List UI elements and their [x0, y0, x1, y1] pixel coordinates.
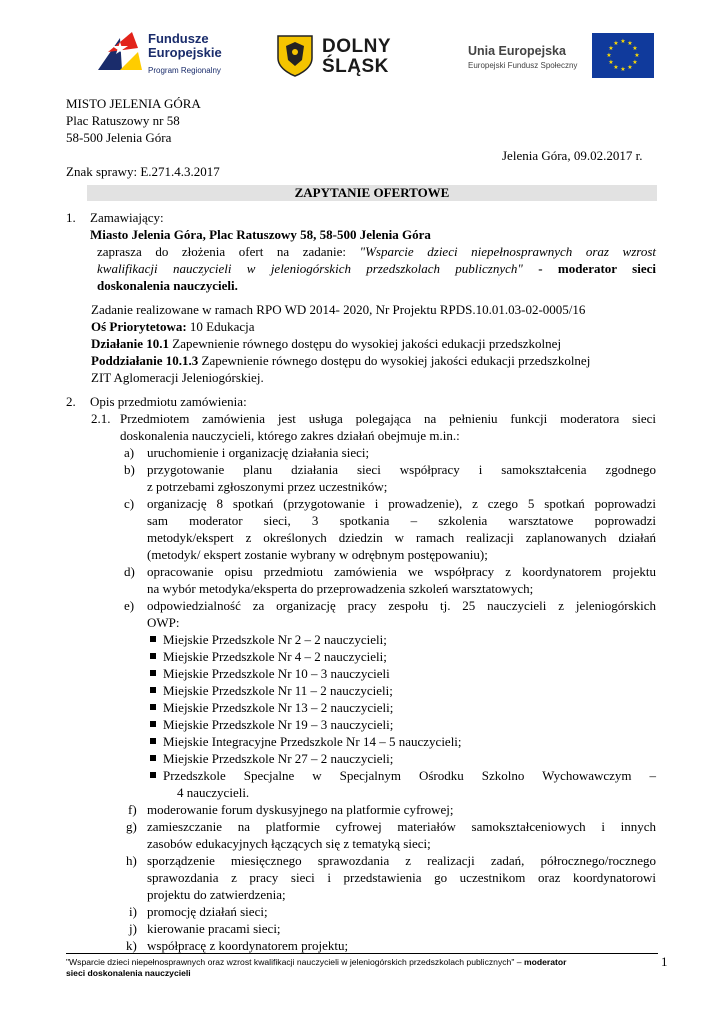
project-number: Zadanie realizowane w ramach RPO WD 2014- 2020, Nr Projektu RPDS.10.01.03-02-0005/16: [91, 302, 586, 317]
list-item-line: opracowanie opisu przedmiotu zamówienia we współpracy z koordynatorem projektu: [147, 564, 656, 579]
list-item: Miejskie Przedszkole Nr 27 – 2 nauczycieli;: [163, 751, 394, 766]
eu-stars-icon: [592, 33, 654, 78]
submeasure-value: Zapewnienie równego dostępu do wysokiej jakości edukacji przedszkolnej: [198, 353, 591, 368]
document-date: Jelenia Góra, 09.02.2017 r.: [502, 148, 643, 163]
list-item-line: zamieszczanie na platformie cyfrowej materiałów samokształceniowych i innych: [147, 819, 656, 834]
list-item-line: przygotowanie planu działania sieci współpracy i samokształcenia zgodnego: [147, 462, 656, 477]
fe-logo-line1: Fundusze: [148, 31, 209, 46]
measure-value: Zapewnienie równego dostępu do wysokiej jakości edukacji przedszkolnej: [169, 336, 562, 351]
list-item-line: z potrzebami zgłoszonymi przez uczestników;: [147, 479, 388, 494]
submeasure-continuation: ZIT Aglomeracji Jeleniogórskiej.: [91, 370, 264, 385]
list-item: Miejskie Przedszkole Nr 2 – 2 nauczycieli;: [163, 632, 387, 647]
item-marker: a): [124, 445, 135, 460]
square-bullet-icon: [150, 721, 156, 727]
submeasure-label: Poddziałanie 10.1.3: [91, 353, 199, 368]
list-item-line: sam moderator sieci, 3 spotkania – szkolenia warsztatowe poprowadzi: [147, 513, 656, 528]
list-item-line: współpracę z koordynatorem projektu;: [147, 938, 349, 953]
item-marker: d): [124, 564, 135, 579]
svg-text:★: ★: [606, 52, 612, 59]
task-name-part1: "Wsparcie dzieci niepełnosprawnych oraz wzrost: [359, 244, 656, 259]
item-marker: e): [124, 598, 135, 613]
section1-heading: Zamawiający:: [90, 210, 164, 225]
priority-axis-value: 10 Edukacja: [186, 319, 255, 334]
invite-line2: [97, 261, 656, 278]
item-marker: f): [128, 802, 137, 817]
subsection-number: 2.1.: [91, 411, 111, 426]
square-bullet-icon: [150, 687, 156, 693]
svg-text:★: ★: [613, 40, 619, 47]
list-item: Miejskie Przedszkole Nr 11 – 2 nauczycieli;: [163, 683, 393, 698]
footer-bold-text: moderator: [523, 957, 567, 967]
list-item-line: moderowanie forum dyskusyjnego na platformie cyfrowej;: [147, 802, 454, 817]
list-item-line: kierowanie pracami sieci;: [147, 921, 281, 936]
list-item-line: zasobów edukacyjnych łączących się z tematyką sieci;: [147, 836, 431, 851]
document-title: ZAPYTANIE OFERTOWE: [294, 185, 450, 200]
priority-axis-label: Oś Priorytetowa:: [91, 319, 187, 334]
address-line3: 58-500 Jelenia Góra: [66, 130, 172, 145]
list-item-line: metodyk/ekspert z określonych dziedzin w ramach realizacji zaplanowanych działań: [147, 530, 656, 545]
invite-text: zaprasza do złożenia ofert na zadanie:: [97, 244, 360, 259]
task-name-part2: kwalifikacji nauczycieli w jeleniogórskich przedszkolach publicznych": [97, 261, 523, 276]
list-item: Miejskie Integracyjne Przedszkole Nr 14 – 5 nauczycieli;: [163, 734, 462, 749]
ue-logo-title: Unia Europejska: [468, 44, 566, 58]
item-marker: h): [126, 853, 137, 868]
list-item-line: uruchomienie i organizację działania sieci;: [147, 445, 370, 460]
section1-number: 1.: [66, 210, 76, 225]
coat-of-arms-icon: [276, 34, 314, 78]
ds-logo-line1: DOLNY: [322, 36, 391, 57]
fe-logo-line2: Europejskie: [148, 45, 222, 60]
footer-rule: [66, 953, 658, 954]
subsection-line1: Przedmiotem zamówienia jest usługa polegająca na pełnieniu funkcji moderatora sieci: [120, 411, 656, 426]
footer-text: "Wsparcie dzieci niepełnosprawnych oraz wzrost kwalifikacji nauczycieli w jeleniogórskich przedszkolach publicznych" –: [66, 957, 522, 967]
task-role-part1: - moderator sieci: [522, 261, 656, 276]
item-marker: c): [124, 496, 135, 511]
invite-line1: [97, 244, 656, 261]
svg-text:★: ★: [632, 45, 638, 52]
item-marker: b): [124, 462, 135, 477]
square-bullet-icon: [150, 738, 156, 744]
list-item-line: projektu do zatwierdzenia;: [147, 887, 286, 902]
svg-text:★: ★: [627, 64, 633, 71]
list-item: Przedszkole Specjalne w Specjalnym Ośrodku Szkolno Wychowawczym –: [163, 768, 656, 783]
priority-axis: [91, 319, 255, 336]
svg-text:★: ★: [613, 64, 619, 71]
measure-label: Działanie 10.1: [91, 336, 169, 351]
list-item-line: OWP:: [147, 615, 180, 630]
subsection-line2: doskonalenia nauczycieli, którego zakres działań obejmuje m.in.:: [120, 428, 460, 443]
svg-text:★: ★: [620, 66, 626, 73]
address-line2: Plac Ratuszowy nr 58: [66, 113, 180, 128]
section2-number: 2.: [66, 394, 76, 409]
item-marker: j): [129, 921, 137, 936]
ue-logo-subtitle: Europejski Fundusz Społeczny: [468, 61, 578, 70]
task-role-part2: doskonalenia nauczycieli.: [97, 278, 238, 293]
list-item-line: odpowiedzialność za organizację pracy zespołu tj. 25 nauczycieli z jeleniogórskich: [147, 598, 656, 613]
ds-logo-line2: ŚLĄSK: [322, 56, 389, 77]
footer-line2: sieci doskonalenia nauczycieli: [66, 968, 191, 978]
list-item-line: (metodyk/ ekspert zostanie wybrany w odrębnym postępowaniu);: [147, 547, 488, 562]
svg-text:★: ★: [632, 59, 638, 66]
fundusze-europejskie-logo: [98, 28, 268, 82]
list-item: Miejskie Przedszkole Nr 13 – 2 nauczycieli;: [163, 700, 394, 715]
submeasure: [91, 353, 590, 370]
list-item-line: organizację 8 spotkań (przygotowanie i prowadzenie), z czego 5 spotkań poprowadzi: [147, 496, 656, 511]
square-bullet-icon: [150, 636, 156, 642]
page-number: 1: [661, 954, 668, 969]
list-item-line: sprawozdania z pracy sieci i przedstawienia go uczestnikom oraz koordynatorowi: [147, 870, 656, 885]
list-item-line: promocję działań sieci;: [147, 904, 268, 919]
item-marker: i): [129, 904, 137, 919]
ue-logo-text: [468, 44, 586, 71]
list-item: Miejskie Przedszkole Nr 4 – 2 nauczycieli;: [163, 649, 387, 664]
eu-flag-icon: [592, 33, 654, 78]
list-item-line: na wybór metodyka/eksperta do przeprowadzenia szkoleń warsztatowych;: [147, 581, 534, 596]
section2-heading: Opis przedmiotu zamówienia:: [90, 394, 247, 409]
fe-logo-line3: Program Regionalny: [148, 66, 221, 75]
measure: [91, 336, 561, 353]
square-bullet-icon: [150, 653, 156, 659]
svg-text:★: ★: [620, 38, 626, 45]
svg-text:★: ★: [608, 59, 614, 66]
list-item: Miejskie Przedszkole Nr 19 – 3 nauczycieli;: [163, 717, 394, 732]
list-item-line: sporządzenie miesięcznego sprawozdania z realizacji zadań, półrocznego/rocznego: [147, 853, 656, 868]
fe-star-icon: [98, 30, 142, 70]
item-marker: g): [126, 819, 137, 834]
list-item: Miejskie Przedszkole Nr 10 – 3 nauczycieli: [163, 666, 390, 681]
svg-text:★: ★: [634, 52, 640, 59]
buyer-name: Miasto Jelenia Góra, Plac Ratuszowy 58, 58-500 Jelenia Góra: [90, 227, 431, 242]
list-item-continuation: 4 nauczycieli.: [177, 785, 250, 800]
square-bullet-icon: [150, 704, 156, 710]
dolny-slask-logo: [276, 32, 408, 80]
footer-line1: [66, 957, 658, 968]
square-bullet-icon: [150, 670, 156, 676]
item-marker: k): [126, 938, 137, 953]
square-bullet-icon: [150, 755, 156, 761]
address-line1: MISTO JELENIA GÓRA: [66, 96, 201, 111]
svg-text:★: ★: [627, 40, 633, 47]
svg-text:★: ★: [608, 45, 614, 52]
square-bullet-icon: [150, 772, 156, 778]
case-reference: Znak sprawy: E.271.4.3.2017: [66, 164, 220, 179]
